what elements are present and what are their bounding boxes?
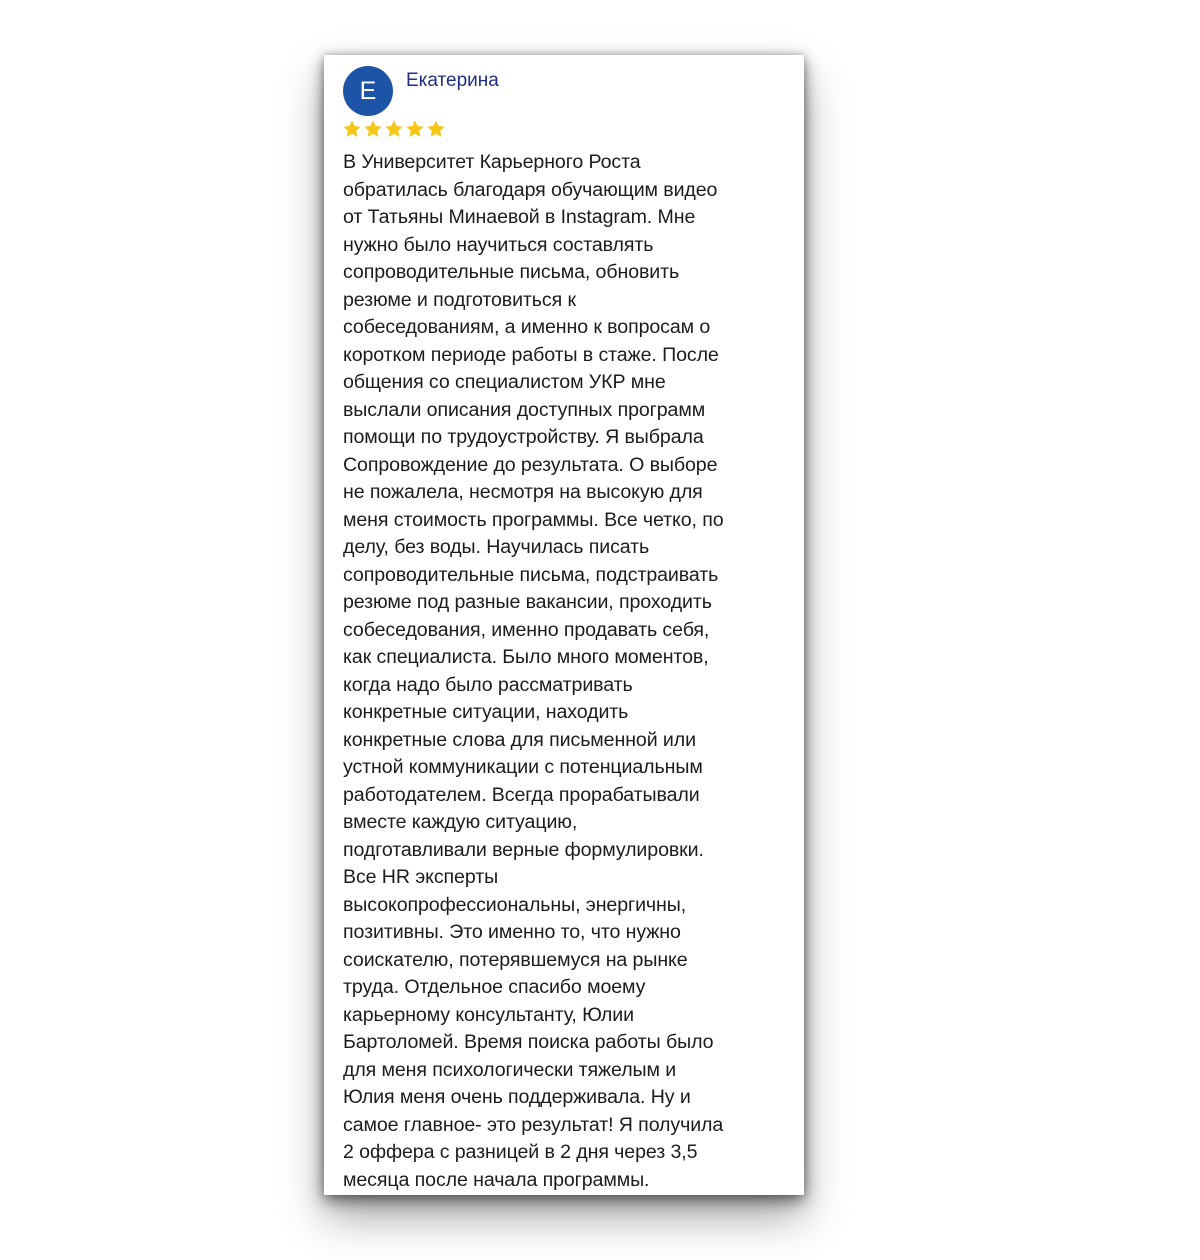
review-card [324, 55, 804, 1195]
star-icon [363, 119, 383, 139]
author-name[interactable]: Екатерина [406, 70, 499, 91]
star-icon [426, 119, 446, 139]
star-icon [405, 119, 425, 139]
star-rating [342, 119, 446, 139]
star-icon [342, 119, 362, 139]
review-text: В Университет Карьерного Роста обратилась благодаря обучающим видео от Татьяны Минаевой в Instagram. Мне нужно было научиться составлять сопроводительные письма, обновить резюме и подготовиться к собеседованиям, а именно к вопросам о коротком периоде работы в стаже. После общения со специалистом УКР мне выслали описания доступных программ помощи по трудоустройству. Я выбрала Сопровождение до результата. О выборе не пожалела, несмотря на высокую для меня стоимость программы. Все четко, по делу, без воды. Научилась писать сопроводительные письма, подстраивать резюме под разные вакансии, проходить собеседования, именно продавать себя, как специалиста. Было много моментов, когда надо было рассматривать конкретные ситуации, находить конкретные слова для письменной или устной коммуникации с потенциальным работодателем. Всегда прорабатывали вместе каждую ситуацию, подготавливали верные формулировки. Все HR эксперты высокопрофессиональны, энергичны, позитивны. Это именно то, что нужно соискателю, потерявшемуся на рынке труда. Отдельное спасибо моему карьерному консультанту, Юлии Бартоломей. Время поиска работы было для меня психологически тяжелым и Юлия меня очень поддерживала. Ну и самое главное- это результат! Я получила 2 оффера с разницей в 2 дня через 3,5 месяца после начала программы. [343, 151, 724, 1191]
star-icon [384, 119, 404, 139]
avatar[interactable]: Е [343, 66, 393, 116]
